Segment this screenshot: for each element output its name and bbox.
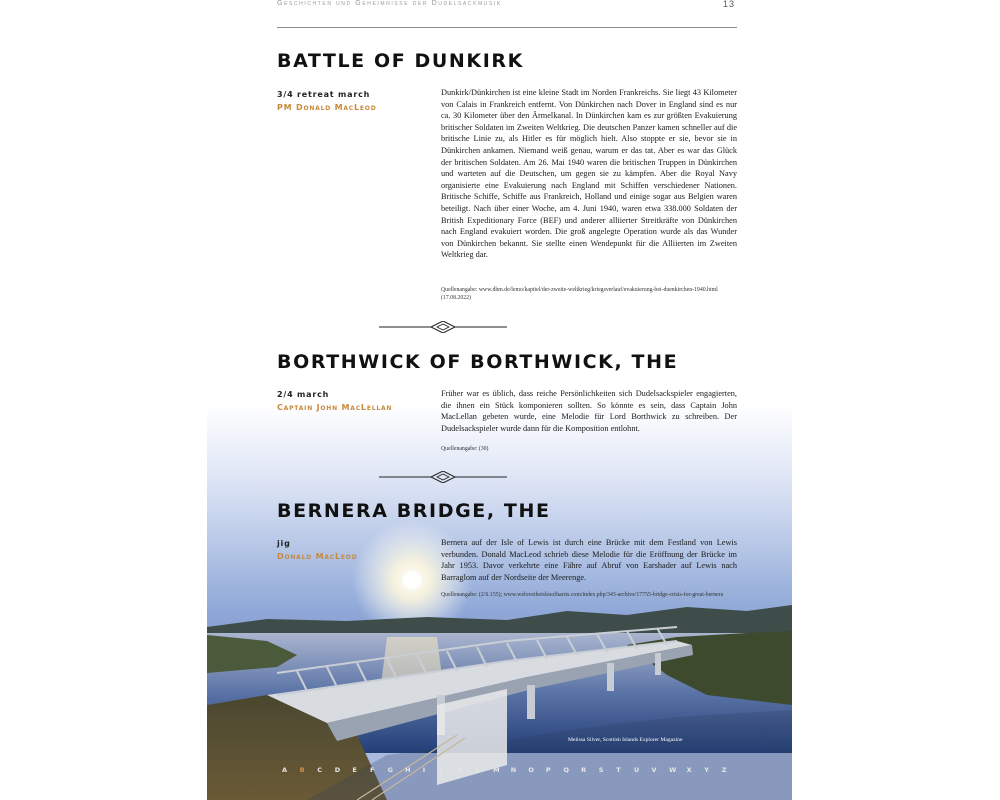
- alphabet-letter-q[interactable]: Q: [563, 766, 570, 774]
- entry-source: Quellenangabe: (30): [441, 446, 489, 452]
- photo-caption: Melissa Silver, Scottish Islands Explorer Magazine: [568, 737, 683, 743]
- alphabet-letter-k[interactable]: K: [457, 766, 464, 774]
- alphabet-letter-g[interactable]: G: [387, 766, 394, 774]
- entry-source: Quellenangabe: www.dhm.de/lemo/kapitel/der-zweite-weltkrieg/kriegsverlauf/evakuierung-bei-duenkirchen-1940.html (17.08.2022): [441, 287, 718, 301]
- alphabet-letter-a[interactable]: A: [282, 766, 288, 774]
- entry-title: BATTLE OF DUNKIRK: [277, 50, 524, 72]
- running-header: [277, 0, 737, 12]
- alphabet-letter-t[interactable]: T: [616, 766, 622, 774]
- alphabet-letter-n[interactable]: N: [510, 766, 517, 774]
- tune-type: jig: [277, 539, 291, 548]
- book-page: [207, 0, 792, 800]
- alphabet-letter-p[interactable]: P: [545, 766, 551, 774]
- tune-type: 2/4 march: [277, 390, 330, 399]
- book-title: Geschichten und Geheimnisse der Dudelsackmusik: [277, 0, 502, 7]
- alphabet-letter-u[interactable]: U: [633, 766, 640, 774]
- page-number: 13: [722, 0, 735, 9]
- alphabet-letter-c[interactable]: C: [317, 766, 323, 774]
- alphabet-letter-w[interactable]: W: [669, 766, 677, 774]
- entry-title: BORTHWICK OF BORTHWICK, THE: [277, 351, 679, 373]
- entry-meta: [277, 88, 437, 114]
- tune-type: 3/4 retreat march: [277, 90, 371, 99]
- alphabet-letter-z[interactable]: Z: [721, 766, 727, 774]
- entry-body: Bernera auf der Isle of Lewis ist durch eine Brücke mit dem Festland von Lewis verbunden. Donald MacLeod schrieb diese Melodie für die Eröffnung der Brücke im Jahr 1953. Davor verkehrte eine Fähre auf Abruf von Earshader auf Lewis nach Barraglom auf der Nordseite der Meerenge.: [441, 538, 737, 582]
- ornament-divider: [379, 471, 507, 483]
- entry-meta: [277, 537, 437, 563]
- composer: PM Donald MacLeod: [277, 103, 377, 112]
- alphabet-letter-r[interactable]: R: [581, 766, 587, 774]
- alphabet-letter-h[interactable]: H: [405, 766, 411, 774]
- alphabet-letter-y[interactable]: Y: [704, 766, 710, 774]
- ornament-divider: [379, 321, 507, 333]
- entry-source: Quellenangabe: (2/S.155); www.welovetheislesofharris.com/index.php/343-archive/17755-bridge-crisis-for-great-bernera: [441, 592, 724, 598]
- alphabet-letter-d[interactable]: D: [334, 766, 341, 774]
- alphabet-index: [282, 766, 742, 774]
- composer: Captain John MacLellan: [277, 403, 393, 412]
- alphabet-letter-v[interactable]: V: [651, 766, 657, 774]
- alphabet-letter-o[interactable]: O: [528, 766, 535, 774]
- alphabet-letter-l[interactable]: L: [475, 766, 480, 774]
- alphabet-letter-j[interactable]: J: [440, 766, 444, 774]
- entry-title: BERNERA BRIDGE, THE: [277, 500, 551, 522]
- alphabet-letter-b[interactable]: B: [299, 766, 305, 774]
- alphabet-letter-s[interactable]: S: [598, 766, 604, 774]
- entry-body: Dunkirk/Dünkirchen ist eine kleine Stadt im Norden Frankreichs. Sie liegt 43 Kilometer von Calais in Frankreich entfernt. Von Dünkirchen nach Dover in England sind es nur ca. 30 Kilometer über den Ärmelkanal. In Dünkirchen kam es zur größten Evakuierung britischer Soldaten im Zweiten Weltkrieg. Die deutschen Panzer kamen schneller auf die britische Linie zu, als Hitler es für möglich hielt. Also stoppte er sie, bevor sie in Dünkirchen ankamen. Niemand weiß genau, warum er das tat. Aber es war das Glück der britischen Soldaten. Am 26. Mai 1940 waren die britischen Truppen in Dünkirchen und warteten auf die Deutschen, um gegen sie zu kämpfen. Aber die Royal Navy organisierte eine Evakuierung nach England mit Schiffen verschiedener Nationen. Britische Schiffe, Schiffe aus Frankreich, Holland und einige sogar aus Belgien waren beteiligt. Nach über einer Woche, am 4. Juni 1940, waren etwa 338.000 Soldaten der British Expeditionary Force (BEF) und anderer alliierter Streitkräfte von Dünkirchen nach England evakuiert worden. Die groß angelegte Operation wurde als das Wunder von Dünkirchen bekannt. Sie stellte einen Wendepunkt für die Alliierten im Zweiten Weltkrieg dar.: [441, 88, 737, 260]
- entry-body: Früher war es üblich, dass reiche Persönlichkeiten sich Dudelsackspieler engagierten, die ihnen ein Stück komponieren sollten. So könnte es sein, dass Captain John MacLellan gebeten wurde, eine Melodie für Lord Borthwick zu schreiben. Der Dudelsackspieler wurde dann für die Komposition entlohnt.: [441, 389, 737, 433]
- header-divider: [277, 27, 737, 28]
- alphabet-letter-x[interactable]: X: [686, 766, 692, 774]
- entry-meta: [277, 388, 437, 414]
- bridge-photo: [207, 405, 792, 800]
- alphabet-letter-f[interactable]: F: [369, 766, 375, 774]
- alphabet-letter-e[interactable]: E: [352, 766, 358, 774]
- alphabet-letter-m[interactable]: M: [493, 766, 500, 774]
- composer: Donald MacLeod: [277, 552, 358, 561]
- alphabet-letter-i[interactable]: I: [422, 766, 426, 774]
